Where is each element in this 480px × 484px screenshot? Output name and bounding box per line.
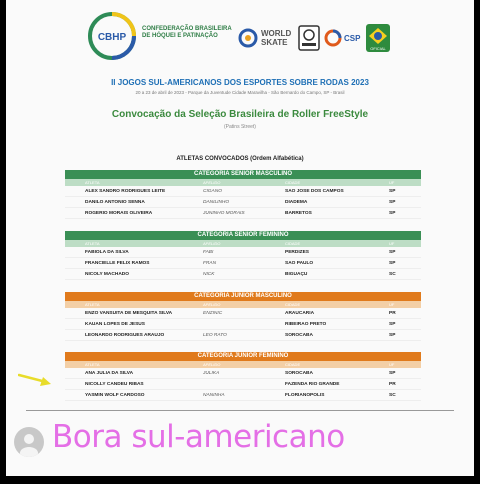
athlete-name: FRANCIELLE FELIX RAMOS (85, 260, 150, 266)
athlete-name: KAUAN LOPES DE JESUS (85, 321, 145, 327)
athlete-nickname: FRAN (203, 260, 217, 266)
table-row (65, 379, 421, 390)
athlete-state: PR (389, 381, 396, 387)
athlete-city: FLORIANÓPOLIS (285, 392, 325, 398)
athlete-state: SP (389, 188, 396, 194)
athlete-state: SP (389, 210, 396, 216)
athlete-state: SP (389, 332, 396, 338)
athlete-name: ENZO VANSUITA DE MESQUITA SILVA (85, 310, 173, 316)
table-row (65, 319, 421, 330)
col-state: UF (389, 362, 395, 367)
athlete-state: SP (389, 370, 396, 376)
athlete-nickname: ENZINIC (203, 310, 223, 316)
athlete-city: SOROCABA (285, 332, 313, 338)
bottom-bar (0, 476, 480, 484)
csp-icon (324, 29, 342, 47)
athlete-city: RIBEIRÃO PRETO (285, 321, 327, 327)
col-city: CIDADE (285, 180, 301, 185)
col-city: CIDADE (285, 302, 301, 307)
column-headers (65, 240, 421, 247)
column-headers (65, 179, 421, 186)
col-nickname: APELIDO (203, 241, 221, 246)
convocation-subtitle: (Patins Street) (224, 124, 256, 130)
col-athlete: ATLETA (85, 362, 100, 367)
caption-text: Bora sul-americano (52, 419, 345, 455)
athlete-city: ARAUCÁRIA (285, 310, 315, 316)
athlete-city: SÃO JOSÉ DOS CAMPOS (285, 188, 344, 194)
table-row (65, 208, 421, 219)
table-row (65, 269, 421, 280)
col-state: UF (389, 180, 395, 185)
partner-badge (298, 24, 320, 52)
avatar[interactable] (14, 427, 44, 457)
athlete-city: SOROCABA (285, 370, 313, 376)
table-row (65, 197, 421, 208)
category-junior-feminino (65, 352, 421, 401)
table-row (65, 330, 421, 341)
brazil-olympic-icon (366, 24, 390, 52)
athlete-nickname: NANINHA (203, 392, 225, 398)
athlete-name: LEONARDO RODRIGUES ARAÚJO (85, 332, 165, 338)
yellow-arrow-icon (18, 372, 52, 388)
badge-icon (298, 25, 320, 51)
athlete-city: BARRETOS (285, 210, 312, 216)
list-heading: ATLETAS CONVOCADOS (Ordem Alfabética) (176, 156, 304, 162)
world-skate-icon (238, 28, 258, 48)
col-athlete: ATLETA (85, 180, 100, 185)
athlete-state: SP (389, 249, 396, 255)
category-title: CATEGORIA JUNIOR MASCULINO (65, 292, 421, 301)
cob-logo (366, 24, 390, 52)
world-skate-logo (238, 24, 291, 52)
category-title: CATEGORIA SENIOR FEMININO (65, 231, 421, 240)
column-headers (65, 301, 421, 308)
athlete-city: PERDIZES (285, 249, 309, 255)
world-skate-label: WORLD SKATE (261, 29, 292, 47)
col-nickname: APELIDO (203, 180, 221, 185)
col-nickname: APELIDO (203, 302, 221, 307)
athlete-city: DIADEMA (285, 199, 308, 205)
athlete-name: FABIOLA DA SILVA (85, 249, 129, 255)
event-title: II JOGOS SUL-AMERICANOS DOS ESPORTES SOBRE RODAS 2023 (111, 78, 369, 87)
athlete-state: SC (389, 392, 396, 398)
athlete-name: NICOLY MACHADO (85, 271, 129, 277)
category-junior-masculino (65, 292, 421, 341)
category-title: CATEGORIA JUNIOR FEMININO (65, 352, 421, 361)
table-row (65, 247, 421, 258)
col-state: UF (389, 241, 395, 246)
athlete-name: DANILO ANTÔNIO SENNA (85, 199, 145, 205)
table-row (65, 308, 421, 319)
document-page (6, 0, 474, 476)
cbhp-abbr: CBHP (97, 32, 127, 43)
athlete-city: FAZENDA RIO GRANDE (285, 381, 340, 387)
col-city: CIDADE (285, 362, 301, 367)
col-athlete: ATLETA (85, 241, 100, 246)
athlete-nickname: JULIKA (203, 370, 220, 376)
category-senior-feminino (65, 231, 421, 280)
category-title: CATEGORIA SENIOR MASCULINO (65, 170, 421, 179)
athlete-nickname: CIGANO (203, 188, 222, 194)
athlete-name: ALEX SANDRO RODRIGUES LEITE (85, 188, 166, 194)
csp-label: CSP (344, 33, 361, 43)
athlete-nickname: FABI (203, 249, 214, 255)
athlete-city: BIGUAÇU (285, 271, 308, 277)
athlete-state: SP (389, 199, 396, 205)
athlete-state: PR (389, 310, 396, 316)
cbhp-logo-icon (88, 12, 136, 60)
table-row (65, 186, 421, 197)
table-row (65, 390, 421, 401)
athlete-state: SC (389, 271, 396, 277)
athlete-nickname: DANILINHO (203, 199, 230, 205)
athlete-name: YASMIN WOLF CARDOSO (85, 392, 145, 398)
athlete-name: NICOLLY CANDEU RIBAS (85, 381, 144, 387)
col-city: CIDADE (285, 241, 301, 246)
cob-label: OFICIAL (370, 46, 386, 51)
athlete-nickname: LEO RATO (203, 332, 227, 338)
col-nickname: APELIDO (203, 362, 221, 367)
user-avatar-icon (14, 427, 44, 457)
event-subtitle: 20 a 23 de abril de 2023 - Parque da Juventude Cidade Maravilha - São Bernardo do Campo, SP - Brasil (135, 90, 345, 95)
column-headers (65, 361, 421, 368)
table-row (65, 368, 421, 379)
cbhp-name: CONFEDERAÇÃO BRASILEIRA DE HÓQUEI E PATINAÇÃO (142, 26, 232, 39)
athlete-city: SÃO PAULO (285, 260, 314, 266)
category-senior-masculino (65, 170, 421, 219)
table-row (65, 258, 421, 269)
header (6, 10, 474, 70)
athlete-name: ROGÉRIO MORAIS OLIVEIRA (85, 210, 153, 216)
csp-logo (324, 24, 368, 52)
convocation-title: Convocação da Seleção Brasileira de Roller FreeStyle (111, 109, 369, 120)
divider (26, 410, 454, 411)
col-athlete: ATLETA (85, 302, 100, 307)
athlete-state: SP (389, 321, 396, 327)
athlete-state: SP (389, 260, 396, 266)
athlete-nickname: JUNINHO MORAIS (203, 210, 245, 216)
athlete-nickname: NICK (203, 271, 215, 277)
athlete-name: ANA JULIA DA SILVA (85, 370, 134, 376)
col-state: UF (389, 302, 395, 307)
